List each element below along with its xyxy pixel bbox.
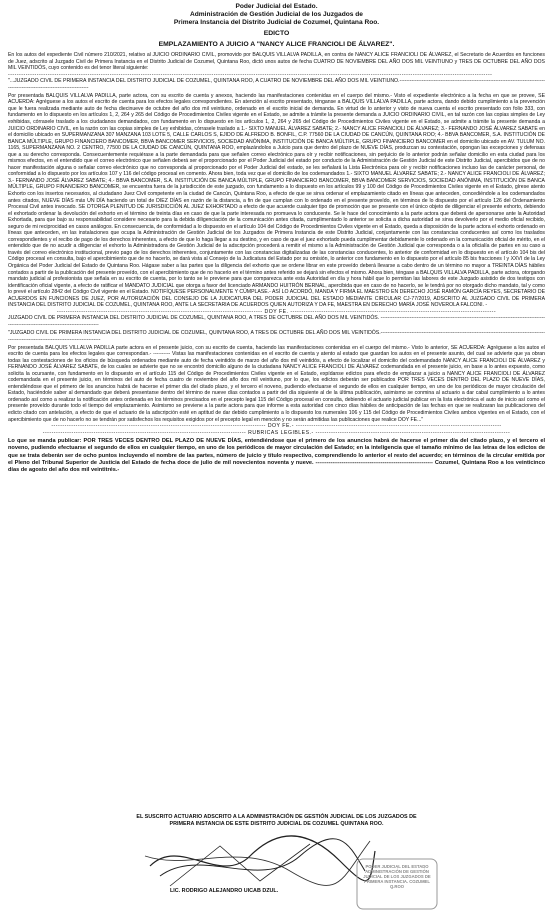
header-line-1: Poder Judicial del Estado. bbox=[235, 3, 318, 10]
doy-fe-rule: --------------------------------------------------------------------------------------------- DOY FE. --------------------------------------------------------------------------------------------- bbox=[56, 308, 497, 315]
court-header bbox=[8, 3, 545, 27]
certification-line-1: EL SUSCRITO ACTUARIO ADSCRITO A LA ADMINISTRACIÓN DE GESTIÓN JUDICIAL DE LOS JUZGADOS DE bbox=[136, 814, 417, 820]
doy-fe-rule-2: ------------------------------------------------------------------------------------------------- DOY FE.- --------------------------------------------------------------------------------------------- bbox=[51, 423, 502, 430]
signature-block bbox=[0, 812, 553, 900]
auto2-heading-1: JUZGADO CIVIL DE PRIMERA INSTANCIA DEL DISTRITO JUDICIAL DE COZUMEL, QUINTANA ROO, A TRES DE OCTUBRE DEL AÑO DOS MIL VEINTIDÓS. ----------------------------------------------------------------------------------------------------------------------------------------------------- bbox=[8, 315, 545, 328]
actuary-name: LIC. RODRIGO ALEJANDRO UICAB DZUL. bbox=[170, 888, 279, 894]
certification-line-2: PRIMERA INSTANCIA DE ESTE DISTRITO JUDICIAL DE COZUMEL QUINTANA ROO. bbox=[169, 821, 384, 827]
publication-paragraph: Lo que se manda publicar: POR TRES VECES DENTRO DEL PLAZO DE NUEVE DÍAS, entendiéndose que el primero de los anuncios habrá de hacerse el primer día del citado plazo, y el tercero el noveno, pudiendo efectuarse el segundo de ellos en cualquier tiempo, en uno de los periódicos de mayor circulación del Estado; en la inteligencia que el tamaño mínimo de las letras de los edictos de que se trata deberán ser de ocho puntos incluyendo el nombre de las partes, número de juicio y título respectivo, comprendiendo lo anterior el resto del acuerdo; en términos de la circular emitida por el Pleno del Tribunal Superior de Justicia del Estado de fecha doce de julio de mil novecientos noventa y nueve. --------------------------------------------------------------- Cozumel, Quintana Roo a los veinticinco días de agosto del año dos mil veintitrés.- bbox=[8, 438, 545, 474]
edict-title: EMPLAZAMIENTO A JUICIO A "NANCY ALICE FRANCIOLI DE ÁLVAREZ". bbox=[158, 41, 395, 48]
official-seal bbox=[356, 858, 438, 910]
seal-text: PODER JUDICIAL DEL ESTADO ADMINISTRACIÓN DE GESTIÓN JUDICIAL DE LOS JUZGADOS DE PRIMERA INSTANCIA. COZUMEL Q.ROO bbox=[363, 864, 431, 889]
intro-paragraph: En los autos del expediente Civil número 210/2021, relativo al JUICIO ORDINARIO CIVIL, promovido por BALQUIS VILLALVA PADILLA, en contra de NANCY ALICE FRANCIOLI DE ÁLVAREZ, el Secretario de Acuerdos en funciones de Juez, adscrito al Juzgado Civil de Primera Instancia en el Distrito Judicial de Cozumel, Quintana Roo, dictó unos autos de fecha CUATRO DE NOVIEMBRE DEL AÑO DOS MIL VEINTIUNO y TRES DE OCTUBRE DEL AÑO DOS MIL VEINTIDÓS, cuyo contenido es del tenor literal siguiente: bbox=[8, 52, 545, 72]
rubricas-rule: -------------------------------------------------------------------------------------------- RUBRICAS LEGIBLES.- ---------------------------------------------------------------------------------------- bbox=[42, 429, 511, 436]
auto1-body: Por presentada BALQUIS VILLALVA PADILLA, parte actora, con su escrito de cuenta y anexos, haciendo las manifestaciones contenidas en el cuerpo del mismo.- Visto el expediente electrónico a la fecha en que se provee, SE ACUERDA: Agréguese a los autos el escrito de cuenta para los efectos legales correspondientes. En atención al escrito presentado, ténganse a BALQUIS VILLALVA PADILLA, parte actora, dando debido cumplimiento a la prevención que le fuera realizada mediante auto de fecha diecinueve de octubre del año dos mil veintiuno, ordenado en el escrito inicial de demanda. En virtud de lo anterior y visto de nueva cuenta el escrito presentado con folio 333, con fundamento en lo dispuesto en los artículos 1, 2, 264 y 265 del Código de Procedimientos Civiles vigente en el Estado, se admite a trámite la presente demanda a JUICIO ORDINARIO CIVIL, en tal razón con las copias simples de Ley exhibidas, córrasele traslado a los ciudadanos demandados, con fundamento en lo dispuesto en los artículos 1, 2, 264 y 265 del Código de Procedimientos Civiles vigente en el Estado, se admite a trámite la presente demanda a JUICIO ORDINARIO CIVIL, en la razón con las copias simples de Ley exhibidas, córrasele traslado a 1.- SIXTO MANUEL ÁLVAREZ SABATE; 2.- NANCY ALICE FRANCIOLI DE ÁLVAREZ; 3.- FERNANDO JOSÉ ÁLVAREZ SABATE en el domicilio ubicado en SUPERMANZANA 307 MANZANA 103 LOTE 5, CALLE CARLOS S, EJIDO DE ALFREDO B. BONFIL, C.P. 77560 DE LA CIUDAD DE CANCÚN, QUINTANA ROO; 4.- BBVA BANCOMER, S.A. INSTITUCIÓN DE BANCA MÚLTIPLE, GRUPO FINANCIERO BANCOMER, BBVA BANCOMER SERVICIOS, SOCIEDAD ANÓNIMA, INSTITUCIÓN DE BANCA MÚLTIPLE, GRUPO FINANCIERO BANCOMER en el domicilio ubicado en AV. TULUM NO. 1165, SUPERMANZANA NO. 2 CENTRO, 77500 DE LA CIUDAD DE CANCÚN, QUINTANA ROO, emplazándolos a Juicio para que dentro del plazo de NUEVE DÍAS, produzcan su contestación, opongan las excepciones y defensas que a su derecho corresponda. Consecuentemente requiérase a la parte demandada para que señalen correo electrónico para oír y recibir notificaciones, sin perjuicio de lo anterior podrán señalar domicilio en esta ciudad para los mismos efectos, en el entendido que el correo electrónico que señalen deberá ser el proporcionado por el Poder Judicial del estado por conducto de la Administración de Gestión Judicial de este Distrito Judicial, apercibidos que de no hacer manifestación alguna o señalar correo electrónico que no corresponda al proporcionado por el Poder Judicial del estado, se les señalará la Lista Electrónica para oír y recibir notificaciones incluso las de carácter personal, de conformidad a lo dispuesto por los artículos 107 y 116 del código procesal en comento. Ahora bien, toda vez que el domicilio de los codemandados 1.- SIXTO MANUEL ÁLVAREZ SABATE; 2.- NANCY ALICE FRANCIOLI DE ÁLVAREZ; 3.- FERNANDO JOSÉ ÁLVAREZ SABATE; 4.- BBVA BANCOMER, S.A. INSTITUCIÓN DE BANCA MÚLTIPLE, GRUPO FINANCIERO BANCOMER, BBVA BANCOMER SERVICIOS, SOCIEDAD ANÓNIMA, INSTITUCIÓN DE BANCA MÚLTIPLE, GRUPO FINANCIERO BANCOMER, se encuentra fuera de la jurisdicción de este juzgado, con fundamento a lo dispuesto en los artículos 99 y 100 del Código de Procedimientos Civiles vigente en el Estado, gírese atento Exhorto con los insertos necesarios, al ciudadano Juez Civil competente en la ciudad de Cancún, Quintana Roo, a efecto de que se sirva ordenar el emplazamiento citado en líneas que anteceden, concediéndole a los codemandados antes citados, NUEVE DÍAS más UN DÍA haciendo un total de DIEZ DÍAS en razón de la distancia, a fin de que cumplan con lo ordenado en el presente proveído, en términos de lo dispuesto por el artículo 126 del Ordenamiento Procesal Civil antes invocado. SE OTORGA PLENITUD DE JURISDICCIÓN AL JUEZ EXHORTADO a efecto de que acuerde cualquier tipo de promoción que se presente con el único objeto de diligenciar el presente exhorto, debiendo el exhortado ordenar la devolución del exhorto en el término de treinta días en caso de que la parte interesada no promueva lo conducente. Se le hace del conocimiento a la parte actora que deberá de apersonarse ante la Autoridad Exhortada, para que bajo su responsabilidad considere necesario para la debida diligenciación de la comunicación antes citada, cumplimentado lo anterior se solicita a dicha autoridad se sirva devolverlo por el medio oficial recibido, seguro de mi reciprocidad en casos análogos. En consecuencia, de conformidad a lo dispuesto en el artículo 104 del Código de Procedimientos Civiles vigente en el Estado, queda a disposición de la parte actora el exhorto ordenado en líneas que anteceden, en las instalaciones que ocupa la Administración de Gestión Judicial de los Juzgados de Primera Instancia de este Distrito Judicial, conjuntamente con las constancias conducentes así como los traslados correspondientes y el recibo de pago de los derechos inherentes, a efecto de que lo haga llegar a su destino, y en caso de que el juez exhortado pueda cumplimentar debidamente lo ordenado en la comunicación oficial de mérito, en el entendido que de no acudir a diligenciar el exhorto la Administradora de Gestión Judicial de la adscripción procederá a remitir el mismo a la Administración de Gestión Judicial que corresponda o a la oficialía de partes en su caso a través del correo electrónico institucional, previo pago de los derechos inherentes, conjuntamente con las constancias digitalizadas de las constancias conducentes, lo anterior de conformidad en lo dispuesto en el artículo 104 bis del Código procesal en consulta, bajo el apercibimiento que de no hacerlo, se dará vista al Consejo de la Judicatura del Estado por su omisión, lo anterior con fundamento en lo dispuesto por el artículo 85 bis fracciones I y XXVI de la Ley Orgánica del Poder Judicial del Estado de Quintana Roo. Hágase saber a las partes que la diligencia del exhorto que se ordene librar en este proveído deberá llevarse a cabo dentro de un término no mayor a TREINTA DÍAS hábiles contados a partir de la publicación del presente proveído, con el apercibimiento que de no hacerlo en el término antes referido se dejará sin efectos el mismo. Ahora bien, téngase a BALQUIS VILLALVA PADILLA, parte actora, otorgando mandato judicial al profesionista que señala en su escrito de cuenta, por lo tanto se le previene para que comparezca ante esta Autoridad en día y hora hábil que lo permitan las labores de este Juzgado asistido de dos testigos con identificación oficial vigente, a efecto de ratificar el MANDATO JUDICIAL que otorga a favor del licenciado ARMANDO HUITRÓN BERNAL, apercibida que en caso de no hacerlo, se le tendrá por no otorgado dicho mandato, tal y como lo prevé el artículo 2842 del Código Civil vigente en el Estado. NOTIFÍQUESE PERSONALMENTE Y CÚMPLASE.- ASÍ LO ACORDÓ, MANDA Y FIRMA EL MAESTRO EN DERECHO JOSÉ RAMÓN GARCÍA REYES, SECRETARIO DE ACUERDOS EN FUNCIONES DE JUEZ, POR AUTORIZACIÓN DEL CONSEJO DE LA JUDICATURA DEL PODER JUDICIAL DEL ESTADO MEDIANTE CIRCULAR CJ-77/2019, ADSCRITO AL JUZGADO CIVIL DE PRIMERA INSTANCIA DEL DISTRITO JUDICIAL DE COZUMEL, QUINTANA ROO, ANTE LA SECRETARIA DE ACUERDOS QUIEN AUTORIZA Y DA FE, MAESTRA EN DERECHO MARÍA JOSÉ NOVEROLA FALCONI. - bbox=[8, 92, 545, 309]
auto2-heading-2: "JUZGADO CIVIL DE PRIMERA INSTANCIA DEL DISTRITO JUDICIAL DE COZUMEL, QUINTANA ROO, A TRES DE OCTUBRE DEL AÑO DOS MIL VEINTIDÓS.------------------------------------------------------------------------------------------------------------------------------------------------------ bbox=[8, 329, 545, 343]
edict-label: EDICTO bbox=[263, 30, 290, 37]
handwritten-signature bbox=[140, 826, 380, 896]
header-line-3: Primera Instancia del Distrito Judicial de Cozumel, Quintana Roo. bbox=[173, 19, 380, 26]
header-line-2: Administración de Gestión Judicial de los Juzgados de bbox=[190, 11, 363, 18]
auto1-heading: "...JUZGADO CIVIL DE PRIMERA INSTANCIA DEL DISTRITO JUDICIAL DE COZUMEL, QUINTANA ROO, A CUATRO DE NOVIEMBRE DEL AÑO DOS MIL VEINTIUNO.------------------------------------------------------------------------------------------------------------------------------------ bbox=[8, 78, 545, 91]
auto2-body: Por presentada BALQUIS VILLALVA PADILLA parte actora en el presente juicio, con su escrito de cuenta, haciendo las manifestaciones contenidas en el cuerpo del mismo.- Visto lo anterior, SE ACUERDA: Agréguese a los autos el escrito de cuenta para los efectos legales que correspondan.- ---------- Vistas las manifestaciones contenidas en el escrito de cuenta y atento al estado que guardan los autos en el presente asunto, del cual se advierte que ya obran todas las contestaciones de los oficios de búsqueda ordenados mediante auto de fecha veintidós de marzo del año dos mil veintidós, a efecto de localizar el domicilio del codemandado NANCY ALICE FRANCIOLI DE ÁLVAREZ y FERNANDO JOSÉ ÁLVAREZ SABATE, de los cuales se advierte que no se encontró domicilio alguno de la ciudadana NANCY ALICE FRANCIOLI DE ÁLVAREZ codemandada en el presente juicio, en base a lo antes expuesto, como solicita la ocursante, con fundamento en lo dispuesto en el artículo 115 del Código de Procedimientos Civiles vigente en el Estado, expídanse edictos para efecto de emplazar a juicio a NANCY ALICE FRANCIOLI DE ÁLVAREZ codemandada en el presente juicio, en términos del auto de fecha cuatro de noviembre del año dos mil veintiuno, por lo que, los edictos deberán ser publicados POR TRES VECES DENTRO DEL PLAZO DE NUEVE DÍAS, entendiéndose que el primero de los anuncios habrá de hacerse el primer día del citado plazo, y el tercero el noveno, pudiendo efectuarse el segundo de ellos en cualquier tiempo, en uno de los periódicos de mayor circulación del Estado, haciéndole saber al demandado que deberá presentarse dentro del término de nueve días contados a partir del día siguiente al de la última publicación, asimismo se conmina al actuario a dar cabal cumplimiento a lo antes ordenado así como a realizar la notificación antes ordenada en los términos precisados en el precepto legal 115 del Código procesal en consulta, debiendo el actuario judicial publicar en la lista electrónica el auto de inicio así como el presente proveído durante todo el tiempo del emplazamiento. Asimismo se previene a la parte actora para que informe a esta autoridad con cinco días hábiles de anticipación de las fechas en que se realizaran las publicaciones del edicto citado con antelación, a efecto de que el actuario de la adscripción esté en aptitud de dar debido cumplimiento a lo dispuesto los numerales 106 y 115 del Código de Procedimientos Civiles ambos vigentes en el Estado, con el apercibimiento que de no hacerlo no se tendrán por satisfechos los requisitos exigidos por el precepto legal en mención y no serán admitidas las publicaciones que realice DOY FE..." bbox=[8, 344, 545, 423]
separator-rule: --------------------------------------------------------------------------------------------------------------------------------------------------------------------------------------------------------------------------- bbox=[8, 71, 493, 78]
